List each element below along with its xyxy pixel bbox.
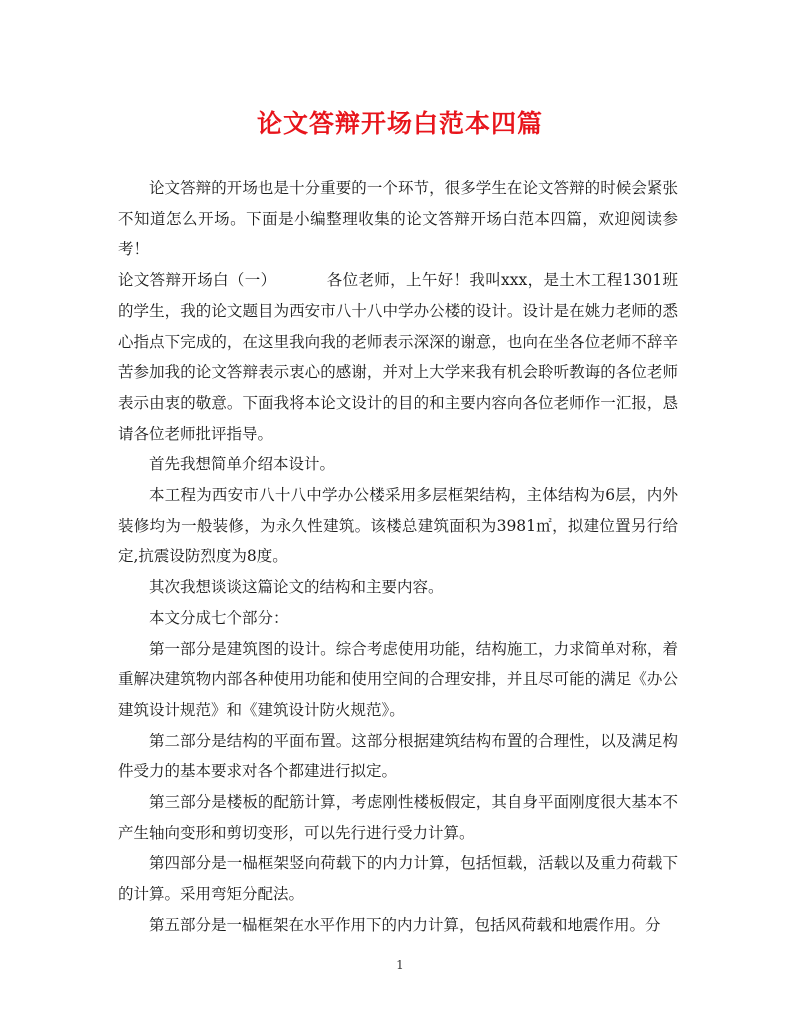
page-number: 1 — [396, 958, 404, 972]
document-title: 论文答辩开场白范本四篇 — [256, 109, 543, 138]
body-paragraph: 本文分成七个部分： — [149, 608, 289, 627]
body-paragraph: 第四部分是一榀框架竖向荷载下的内力计算，包括恒载，活载以及重力荷载下的计算。采用弯矩分配法。 — [118, 854, 678, 904]
body-paragraph: 第五部分是一榀框架在水平作用下的内力计算，包括风荷载和地震作用。分 — [149, 915, 661, 934]
body-paragraph: 第一部分是建筑图的设计。综合考虑使用功能，结构施工，力求简单对称，着重解决建筑物内部各种使用功能和使用空间的合理安排，并且尽可能的满足《办公建筑设计规范》和《建筑设计防火规范》。 — [118, 639, 678, 719]
section1-text: 各位老师，上午好！我叫xxx，是土木工程1301班的学生，我的论文题目为西安市八十八中学办公楼的设计。设计是在姚力老师的悉心指点下完成的，在这里我向我的老师表示深深的谢意，也向在坐各位老师不辞辛苦参加我的论文答辩表示衷心的感谢，并对上大学来我有机会聆听教诲的各位老师表示由衷的敬意。下面我将本论文设计的目的和主要内容向各位老师作一汇报，恳请各位老师批评指导。 — [118, 271, 678, 443]
body-paragraph: 其次我想谈谈这篇论文的结构和主要内容。 — [149, 578, 444, 597]
section1-heading: 论文答辩开场白（一） — [118, 271, 277, 290]
document-body — [118, 173, 678, 941]
body-paragraph: 第二部分是结构的平面布置。这部分根据建筑结构布置的合理性，以及满足构件受力的基本要求对各个都建进行拟定。 — [118, 731, 678, 781]
intro-paragraph: 论文答辩的开场也是十分重要的一个环节，很多学生在论文答辩的时候会紧张不知道怎么开场。下面是小编整理收集的论文答辩开场白范本四篇，欢迎阅读参考！ — [118, 179, 678, 259]
body-paragraph: 首先我想简单介绍本设计。 — [149, 455, 336, 474]
body-paragraph: 第三部分是楼板的配筋计算，考虑刚性楼板假定，其自身平面刚度很大基本不产生轴向变形和剪切变形，可以先行进行受力计算。 — [118, 793, 678, 842]
body-paragraph: 本工程为西安市八十八中学办公楼采用多层框架结构，主体结构为6层，内外装修均为一般装修，为永久性建筑。该楼总建筑面积为3981㎡，拟建位置另行给定,抗震设防烈度为8度。 — [118, 486, 678, 566]
section1-paragraph — [118, 265, 678, 449]
